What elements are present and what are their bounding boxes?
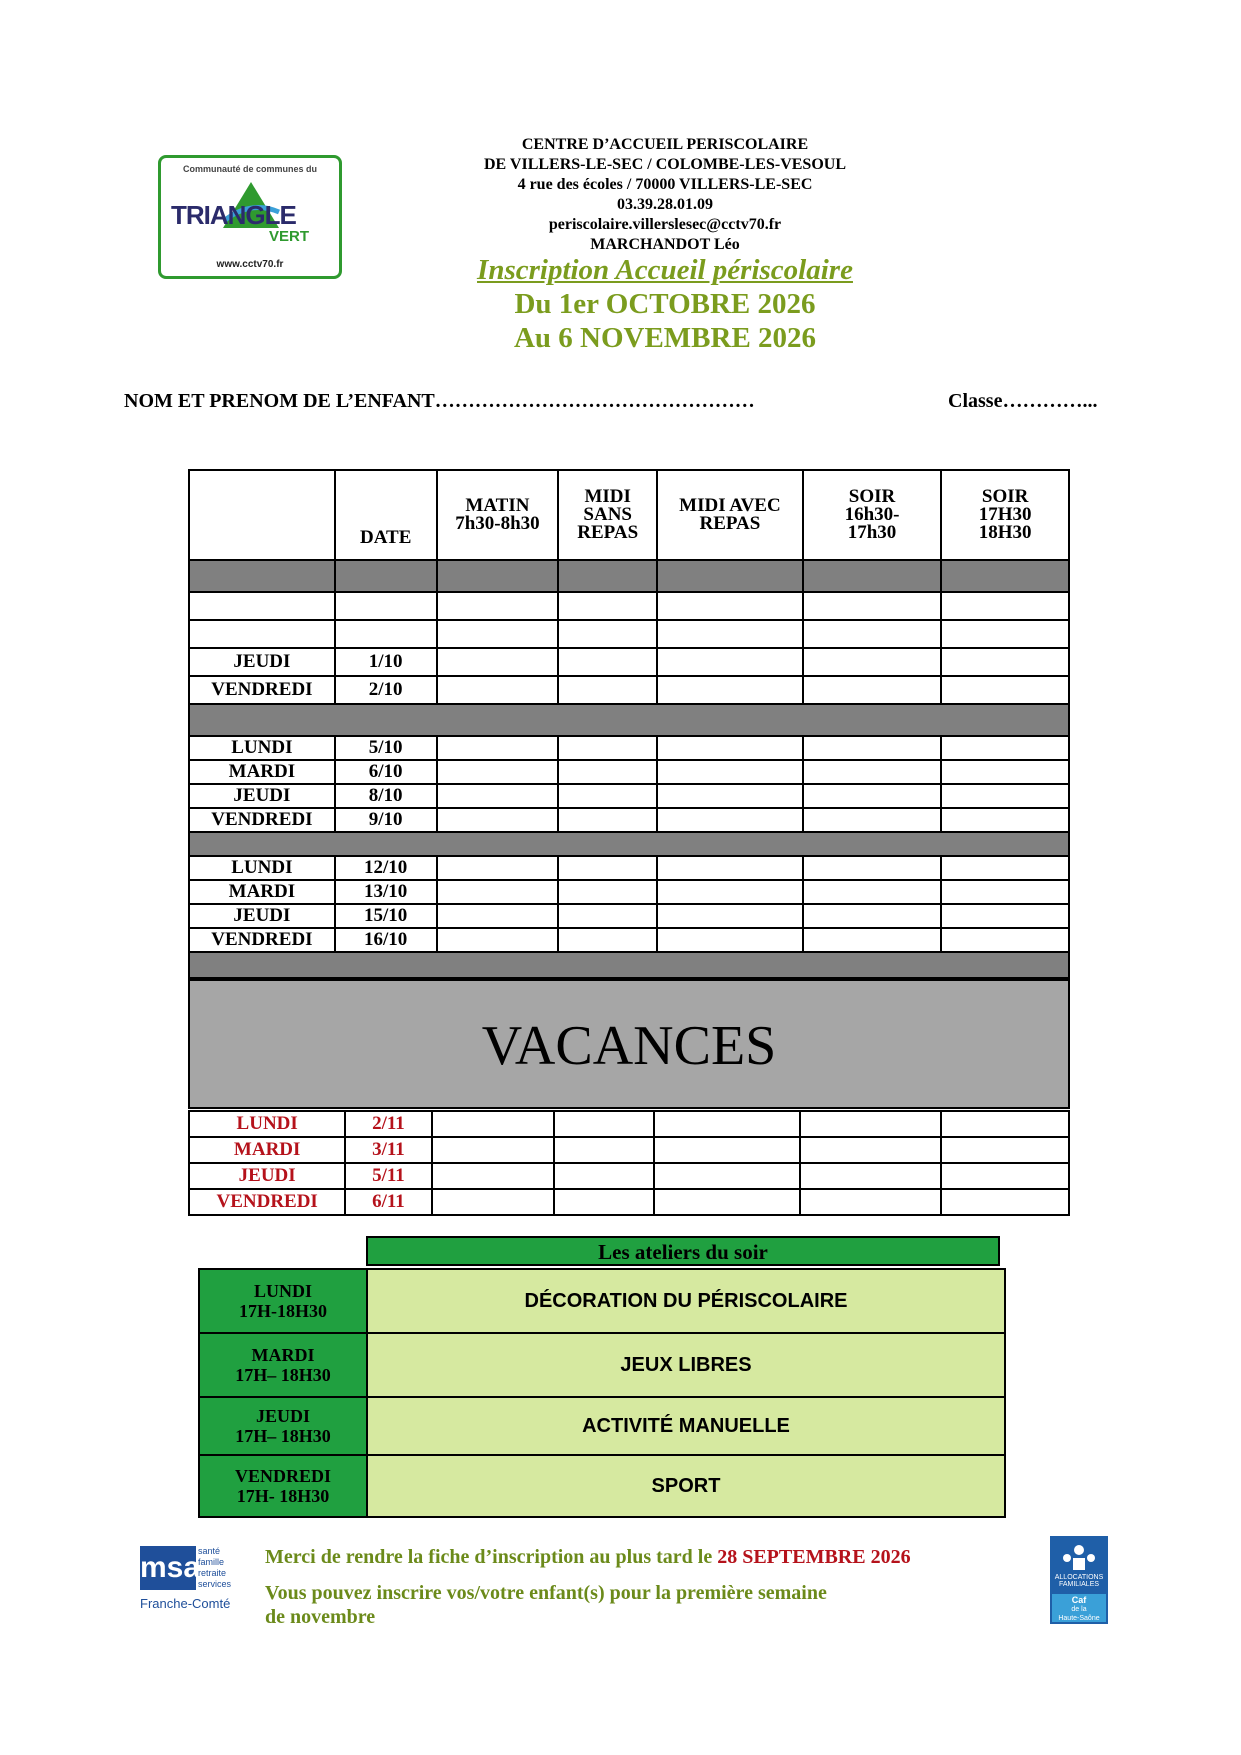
date-cell: 2/11 — [345, 1111, 431, 1137]
separator-row — [189, 832, 1069, 856]
midi-sans-checkbox-cell[interactable] — [558, 880, 657, 904]
vacances-block: VACANCES — [188, 979, 1070, 1109]
soir1-checkbox-cell[interactable] — [803, 784, 942, 808]
date-cell: 16/10 — [335, 928, 437, 952]
date-cell: 5/10 — [335, 736, 437, 760]
matin-checkbox-cell[interactable] — [437, 648, 559, 676]
soir1-checkbox-cell[interactable] — [803, 880, 942, 904]
classe-field[interactable]: Classe…………... — [948, 390, 1098, 412]
midi-sans-checkbox-cell[interactable] — [558, 928, 657, 952]
midi-avec-checkbox-cell[interactable] — [657, 904, 803, 928]
atelier-row — [199, 1455, 1005, 1517]
ateliers-table — [198, 1268, 1006, 1518]
caf-label: Caf de la Haute-Saône — [1052, 1594, 1106, 1622]
table-header-row — [189, 470, 1069, 560]
table-row — [189, 928, 1069, 952]
midi-sans-checkbox-cell[interactable] — [558, 736, 657, 760]
midi-sans-checkbox-cell[interactable] — [558, 904, 657, 928]
soir2-checkbox-cell[interactable] — [941, 928, 1069, 952]
date-cell: 13/10 — [335, 880, 437, 904]
matin-checkbox-cell[interactable] — [437, 784, 559, 808]
soir2-checkbox-cell[interactable] — [941, 1137, 1069, 1163]
soir2-checkbox-cell[interactable] — [941, 808, 1069, 832]
soir2-checkbox-cell[interactable] — [941, 1189, 1069, 1215]
date-cell: 12/10 — [335, 856, 437, 880]
atelier-activity: DÉCORATION DU PÉRISCOLAIRE — [367, 1269, 1005, 1333]
separator-row — [189, 704, 1069, 736]
date-cell: 9/10 — [335, 808, 437, 832]
logo-top-text: Communauté de communes du — [182, 164, 317, 174]
atelier-day: MARDI 17H– 18H30 — [199, 1333, 367, 1397]
midi-sans-checkbox-cell[interactable] — [558, 784, 657, 808]
soir2-checkbox-cell[interactable] — [941, 648, 1069, 676]
table-row — [189, 808, 1069, 832]
soir2-checkbox-cell[interactable] — [941, 784, 1069, 808]
day-cell: MARDI — [189, 1137, 345, 1163]
date-cell: 5/11 — [345, 1163, 431, 1189]
day-cell: JEUDI — [189, 784, 335, 808]
soir2-checkbox-cell[interactable] — [941, 676, 1069, 704]
soir2-checkbox-cell[interactable] — [941, 1163, 1069, 1189]
header-email: periscolaire.villerslesec@cctv70.fr — [548, 216, 782, 233]
empty-row — [189, 592, 1069, 620]
triangle-vert-logo — [158, 155, 342, 279]
matin-checkbox-cell[interactable] — [432, 1137, 554, 1163]
soir2-checkbox-cell[interactable] — [941, 880, 1069, 904]
atelier-row — [199, 1397, 1005, 1455]
midi-avec-checkbox-cell[interactable] — [654, 1111, 800, 1137]
header-midi-sans-repas: MIDI SANS REPAS — [558, 470, 657, 560]
date-cell: 2/10 — [335, 676, 437, 704]
header-line-3: 4 rue des écoles / 70000 VILLERS-LE-SEC — [517, 176, 813, 193]
separator-row — [189, 952, 1069, 978]
matin-checkbox-cell[interactable] — [437, 808, 559, 832]
atelier-day: VENDREDI 17H- 18H30 — [199, 1455, 367, 1517]
caf-figures-icon — [1059, 1542, 1099, 1572]
midi-avec-checkbox-cell[interactable] — [657, 784, 803, 808]
atelier-row — [199, 1333, 1005, 1397]
midi-avec-checkbox-cell[interactable] — [657, 880, 803, 904]
day-cell: VENDREDI — [189, 808, 335, 832]
table-row — [189, 1111, 1069, 1137]
header-midi-avec-repas: MIDI AVEC REPAS — [657, 470, 803, 560]
day-cell: VENDREDI — [189, 1189, 345, 1215]
header-soir-1: SOIR 16h30- 17h30 — [803, 470, 942, 560]
date-cell: 6/10 — [335, 760, 437, 784]
deadline-date: 28 SEPTEMBRE 2026 — [717, 1546, 911, 1568]
atelier-row — [199, 1269, 1005, 1333]
soir2-checkbox-cell[interactable] — [941, 736, 1069, 760]
separator-row — [189, 560, 1069, 592]
caf-logo — [1050, 1536, 1108, 1624]
deadline-note: Merci de rendre la fiche d’inscription au plus tard le 28 SEPTEMBRE 2026 — [265, 1546, 911, 1568]
soir1-checkbox-cell[interactable] — [803, 760, 942, 784]
period-end: Au 6 NOVEMBRE 2026 — [513, 322, 817, 354]
midi-avec-checkbox-cell[interactable] — [657, 648, 803, 676]
atelier-activity: SPORT — [367, 1455, 1005, 1517]
table-row — [189, 736, 1069, 760]
table-row — [189, 1189, 1069, 1215]
midi-avec-checkbox-cell[interactable] — [657, 760, 803, 784]
table-row — [189, 676, 1069, 704]
midi-avec-checkbox-cell[interactable] — [657, 856, 803, 880]
midi-sans-checkbox-cell[interactable] — [554, 1137, 654, 1163]
midi-sans-checkbox-cell[interactable] — [558, 808, 657, 832]
soir1-checkbox-cell[interactable] — [803, 928, 942, 952]
header-matin: MATIN 7h30-8h30 — [437, 470, 559, 560]
table-row — [189, 1137, 1069, 1163]
midi-avec-checkbox-cell[interactable] — [654, 1163, 800, 1189]
date-cell: 6/11 — [345, 1189, 431, 1215]
header-phone: 03.39.28.01.09 — [617, 196, 713, 213]
day-cell: LUNDI — [189, 736, 335, 760]
soir1-checkbox-cell[interactable] — [800, 1163, 940, 1189]
page-title: Inscription Accueil périscolaire — [477, 254, 853, 286]
table-row — [189, 760, 1069, 784]
matin-checkbox-cell[interactable] — [437, 760, 559, 784]
soir1-checkbox-cell[interactable] — [803, 904, 942, 928]
soir2-checkbox-cell[interactable] — [941, 760, 1069, 784]
atelier-activity: ACTIVITÉ MANUELLE — [367, 1397, 1005, 1455]
november-note: Vous pouvez inscrire vos/votre enfant(s) pour la première semaine — [265, 1582, 827, 1604]
logo-word: TRIANGLE — [171, 200, 296, 230]
soir2-checkbox-cell[interactable] — [941, 1111, 1069, 1137]
table-row — [189, 904, 1069, 928]
midi-avec-checkbox-cell[interactable] — [654, 1137, 800, 1163]
logo-url: www.cctv70.fr — [216, 259, 284, 270]
matin-checkbox-cell[interactable] — [437, 904, 559, 928]
november-note-cont: de novembre — [265, 1606, 376, 1628]
soir2-checkbox-cell[interactable] — [941, 904, 1069, 928]
soir2-checkbox-cell[interactable] — [941, 856, 1069, 880]
soir1-checkbox-cell[interactable] — [803, 856, 942, 880]
atelier-activity: JEUX LIBRES — [367, 1333, 1005, 1397]
header-date: DATE — [335, 470, 437, 560]
header-line-1: CENTRE D’ACCUEIL PERISCOLAIRE — [521, 136, 809, 153]
ateliers-title: Les ateliers du soir — [366, 1236, 1000, 1266]
schedule-table — [188, 469, 1070, 979]
child-name-field[interactable]: NOM ET PRENOM DE L’ENFANT………………………………………… — [124, 390, 755, 412]
midi-sans-checkbox-cell[interactable] — [558, 760, 657, 784]
msa-letters: msa — [140, 1546, 196, 1590]
header-contact: MARCHANDOT Léo — [590, 236, 740, 253]
day-cell: LUNDI — [189, 856, 335, 880]
atelier-day: LUNDI 17H-18H30 — [199, 1269, 367, 1333]
date-cell: 15/10 — [335, 904, 437, 928]
table-row — [189, 784, 1069, 808]
matin-checkbox-cell[interactable] — [437, 856, 559, 880]
day-cell: JEUDI — [189, 648, 335, 676]
date-cell: 8/10 — [335, 784, 437, 808]
day-cell: LUNDI — [189, 1111, 345, 1137]
day-cell: VENDREDI — [189, 676, 335, 704]
midi-avec-checkbox-cell[interactable] — [657, 676, 803, 704]
day-cell: JEUDI — [189, 1163, 345, 1189]
matin-checkbox-cell[interactable] — [432, 1111, 554, 1137]
soir1-checkbox-cell[interactable] — [800, 1137, 940, 1163]
table-row — [189, 648, 1069, 676]
matin-checkbox-cell[interactable] — [437, 676, 559, 704]
day-cell: MARDI — [189, 880, 335, 904]
table-row — [189, 856, 1069, 880]
date-cell: 3/11 — [345, 1137, 431, 1163]
matin-checkbox-cell[interactable] — [437, 736, 559, 760]
msa-region: Franche-Comté — [140, 1596, 231, 1611]
day-cell: JEUDI — [189, 904, 335, 928]
header-empty — [189, 470, 335, 560]
midi-avec-checkbox-cell[interactable] — [657, 736, 803, 760]
header-line-2: DE VILLERS-LE-SEC / COLOMBE-LES-VESOUL — [483, 156, 846, 173]
midi-sans-checkbox-cell[interactable] — [554, 1163, 654, 1189]
header-soir-2: SOIR 17H30 18H30 — [941, 470, 1069, 560]
midi-sans-checkbox-cell[interactable] — [558, 856, 657, 880]
midi-sans-checkbox-cell[interactable] — [558, 676, 657, 704]
atelier-day: JEUDI 17H– 18H30 — [199, 1397, 367, 1455]
midi-sans-checkbox-cell[interactable] — [554, 1189, 654, 1215]
logo-word-vert: VERT — [269, 228, 310, 245]
soir1-checkbox-cell[interactable] — [800, 1111, 940, 1137]
day-cell: MARDI — [189, 760, 335, 784]
soir1-checkbox-cell[interactable] — [803, 736, 942, 760]
caf-emblem: ALLOCATIONS FAMILIALES — [1052, 1538, 1106, 1594]
msa-tagline: santé famille retraite services — [198, 1546, 232, 1589]
midi-sans-checkbox-cell[interactable] — [558, 648, 657, 676]
november-table — [188, 1110, 1070, 1216]
msa-logo — [140, 1546, 246, 1616]
midi-avec-checkbox-cell[interactable] — [654, 1189, 800, 1215]
table-row — [189, 1163, 1069, 1189]
matin-checkbox-cell[interactable] — [432, 1189, 554, 1215]
soir1-checkbox-cell[interactable] — [800, 1189, 940, 1215]
midi-avec-checkbox-cell[interactable] — [657, 808, 803, 832]
matin-checkbox-cell[interactable] — [437, 928, 559, 952]
soir1-checkbox-cell[interactable] — [803, 808, 942, 832]
soir1-checkbox-cell[interactable] — [803, 676, 942, 704]
period-start: Du 1er OCTOBRE 2026 — [514, 288, 816, 320]
matin-checkbox-cell[interactable] — [437, 880, 559, 904]
table-row — [189, 880, 1069, 904]
date-cell: 1/10 — [335, 648, 437, 676]
empty-row — [189, 620, 1069, 648]
matin-checkbox-cell[interactable] — [432, 1163, 554, 1189]
day-cell: VENDREDI — [189, 928, 335, 952]
soir1-checkbox-cell[interactable] — [803, 648, 942, 676]
midi-sans-checkbox-cell[interactable] — [554, 1111, 654, 1137]
midi-avec-checkbox-cell[interactable] — [657, 928, 803, 952]
